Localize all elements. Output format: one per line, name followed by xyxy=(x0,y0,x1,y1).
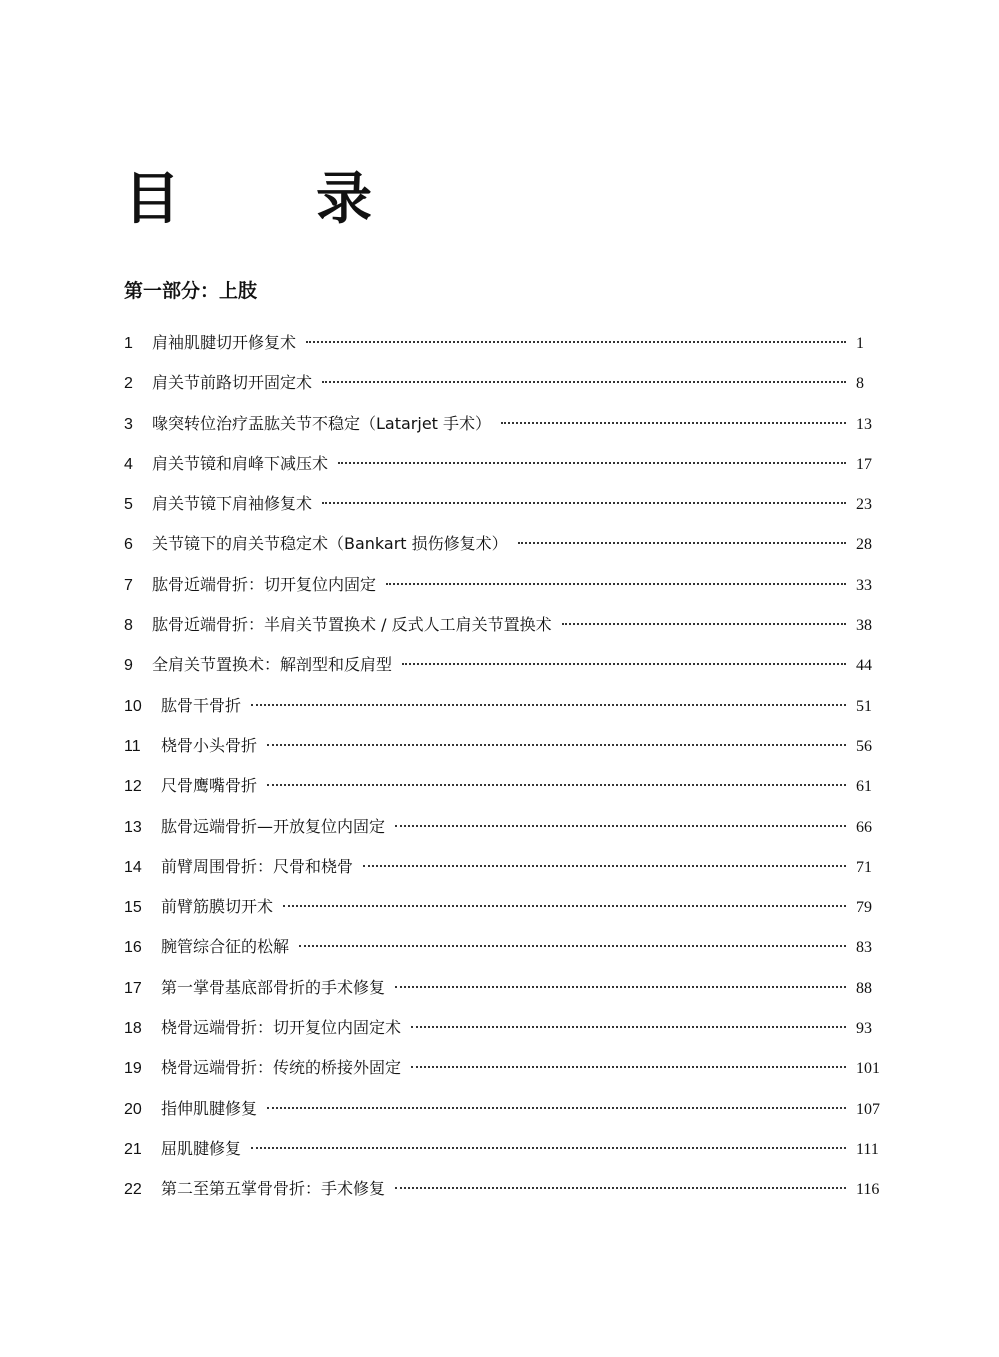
entry-number: 6 xyxy=(124,536,133,554)
toc-entry-20[interactable] xyxy=(124,1095,884,1135)
entry-title: 肩关节镜和肩峰下减压术 xyxy=(152,453,329,473)
entry-page-number: 71 xyxy=(856,858,872,876)
entry-page-number: 1 xyxy=(856,335,864,352)
dot-leader xyxy=(562,623,846,625)
dot-leader xyxy=(251,1147,846,1149)
dot-leader xyxy=(402,663,846,665)
entry-title: 前臂周围骨折：尺骨和桡骨 xyxy=(161,856,354,876)
entry-title: 尺骨鹰嘴骨折 xyxy=(161,776,258,796)
table-of-contents xyxy=(124,329,884,1216)
entry-number: 3 xyxy=(124,415,133,433)
dot-leader xyxy=(395,825,846,827)
entry-title: 第二至第五掌骨骨折：手术修复 xyxy=(161,1179,386,1199)
dot-leader xyxy=(411,1066,846,1068)
dot-leader xyxy=(306,341,846,343)
entry-title: 肱骨近端骨折：切开复位内固定 xyxy=(152,574,377,594)
dot-leader xyxy=(267,784,846,786)
entry-number: 10 xyxy=(124,697,142,715)
entry-page-number: 61 xyxy=(856,778,872,796)
entry-page-number: 51 xyxy=(856,697,872,715)
page-title: 目 录 xyxy=(124,165,412,232)
dot-leader xyxy=(338,462,846,464)
toc-entry-6[interactable] xyxy=(124,530,884,570)
entry-page-number: 8 xyxy=(856,375,864,393)
entry-page-number: 23 xyxy=(856,496,872,514)
entry-page-number: 93 xyxy=(856,1020,872,1038)
toc-entry-12[interactable] xyxy=(124,772,884,812)
entry-title: 肩关节前路切开固定术 xyxy=(152,373,313,393)
entry-page-number: 28 xyxy=(856,536,872,554)
entry-page-number: 116 xyxy=(856,1181,880,1199)
dot-leader xyxy=(501,422,846,424)
entry-title: 全肩关节置换术：解剖型和反肩型 xyxy=(152,655,393,675)
toc-entry-7[interactable] xyxy=(124,571,884,611)
entry-number: 5 xyxy=(124,496,133,514)
entry-title: 桡骨小头骨折 xyxy=(161,735,258,755)
dot-leader xyxy=(283,905,846,907)
entry-number: 15 xyxy=(124,899,142,917)
entry-number: 1 xyxy=(124,335,133,352)
entry-number: 2 xyxy=(124,375,133,393)
toc-entry-21[interactable] xyxy=(124,1135,884,1175)
entry-page-number: 17 xyxy=(856,455,872,473)
entry-number: 11 xyxy=(124,737,141,755)
entry-number: 21 xyxy=(124,1140,142,1158)
entry-page-number: 107 xyxy=(856,1100,880,1118)
entry-number: 22 xyxy=(124,1181,142,1199)
entry-number: 19 xyxy=(124,1060,142,1078)
dot-leader xyxy=(395,986,846,988)
entry-title: 肱骨近端骨折：半肩关节置换术 / 反式人工肩关节置换术 xyxy=(152,615,552,635)
toc-entry-13[interactable] xyxy=(124,813,884,853)
toc-entry-5[interactable] xyxy=(124,490,884,530)
dot-leader xyxy=(518,542,846,544)
dot-leader xyxy=(386,583,846,585)
entry-page-number: 101 xyxy=(856,1060,880,1078)
toc-entry-4[interactable] xyxy=(124,450,884,490)
entry-number: 17 xyxy=(124,979,142,997)
entry-title: 肩袖肌腱切开修复术 xyxy=(152,333,297,352)
entry-number: 20 xyxy=(124,1100,142,1118)
toc-entry-2[interactable] xyxy=(124,369,884,409)
toc-entry-9[interactable] xyxy=(124,651,884,691)
entry-title: 第一掌骨基底部骨折的手术修复 xyxy=(161,977,386,997)
toc-entry-16[interactable] xyxy=(124,933,884,973)
entry-title: 喙突转位治疗盂肱关节不稳定（Latarjet 手术） xyxy=(152,413,492,433)
toc-entry-17[interactable] xyxy=(124,974,884,1014)
toc-entry-8[interactable] xyxy=(124,611,884,651)
section-heading: 第一部分：上肢 xyxy=(124,280,258,302)
dot-leader xyxy=(267,1107,846,1109)
entry-page-number: 33 xyxy=(856,576,872,594)
entry-title: 肱骨干骨折 xyxy=(161,695,242,715)
entry-page-number: 38 xyxy=(856,617,872,635)
dot-leader xyxy=(411,1026,846,1028)
entry-page-number: 88 xyxy=(856,979,872,997)
entry-title: 桡骨远端骨折：传统的桥接外固定 xyxy=(161,1058,402,1078)
entry-title: 肱骨远端骨折—开放复位内固定 xyxy=(161,816,386,836)
entry-page-number: 13 xyxy=(856,415,872,433)
dot-leader xyxy=(322,502,846,504)
entry-page-number: 83 xyxy=(856,939,872,957)
toc-entry-18[interactable] xyxy=(124,1014,884,1054)
entry-number: 18 xyxy=(124,1020,142,1038)
entry-number: 9 xyxy=(124,657,133,675)
entry-title: 关节镜下的肩关节稳定术（Bankart 损伤修复术） xyxy=(152,534,508,554)
entry-page-number: 66 xyxy=(856,818,872,836)
dot-leader xyxy=(251,704,846,706)
dot-leader xyxy=(322,381,846,383)
toc-entry-19[interactable] xyxy=(124,1054,884,1094)
toc-entry-15[interactable] xyxy=(124,893,884,933)
entry-title: 指伸肌腱修复 xyxy=(161,1098,258,1118)
dot-leader xyxy=(267,744,846,746)
dot-leader xyxy=(395,1187,846,1189)
entry-page-number: 56 xyxy=(856,737,872,755)
toc-entry-1[interactable] xyxy=(124,329,884,369)
entry-number: 16 xyxy=(124,939,142,957)
entry-number: 14 xyxy=(124,858,142,876)
entry-title: 肩关节镜下肩袖修复术 xyxy=(152,494,313,514)
entry-title: 桡骨远端骨折：切开复位内固定术 xyxy=(161,1018,402,1038)
entry-number: 12 xyxy=(124,778,142,796)
dot-leader xyxy=(363,865,846,867)
entry-title: 屈肌腱修复 xyxy=(161,1138,242,1158)
entry-title: 腕管综合征的松解 xyxy=(161,937,290,957)
entry-page-number: 79 xyxy=(856,899,872,917)
toc-entry-22[interactable] xyxy=(124,1175,884,1215)
toc-entry-10[interactable] xyxy=(124,692,884,732)
entry-page-number: 44 xyxy=(856,657,872,675)
toc-entry-14[interactable] xyxy=(124,853,884,893)
toc-entry-3[interactable] xyxy=(124,410,884,450)
dot-leader xyxy=(299,945,846,947)
entry-number: 13 xyxy=(124,818,142,836)
entry-title: 前臂筋膜切开术 xyxy=(161,897,274,917)
entry-number: 4 xyxy=(124,455,133,473)
entry-number: 8 xyxy=(124,617,133,635)
toc-entry-11[interactable] xyxy=(124,732,884,772)
entry-page-number: 111 xyxy=(856,1140,879,1158)
entry-number: 7 xyxy=(124,576,133,594)
